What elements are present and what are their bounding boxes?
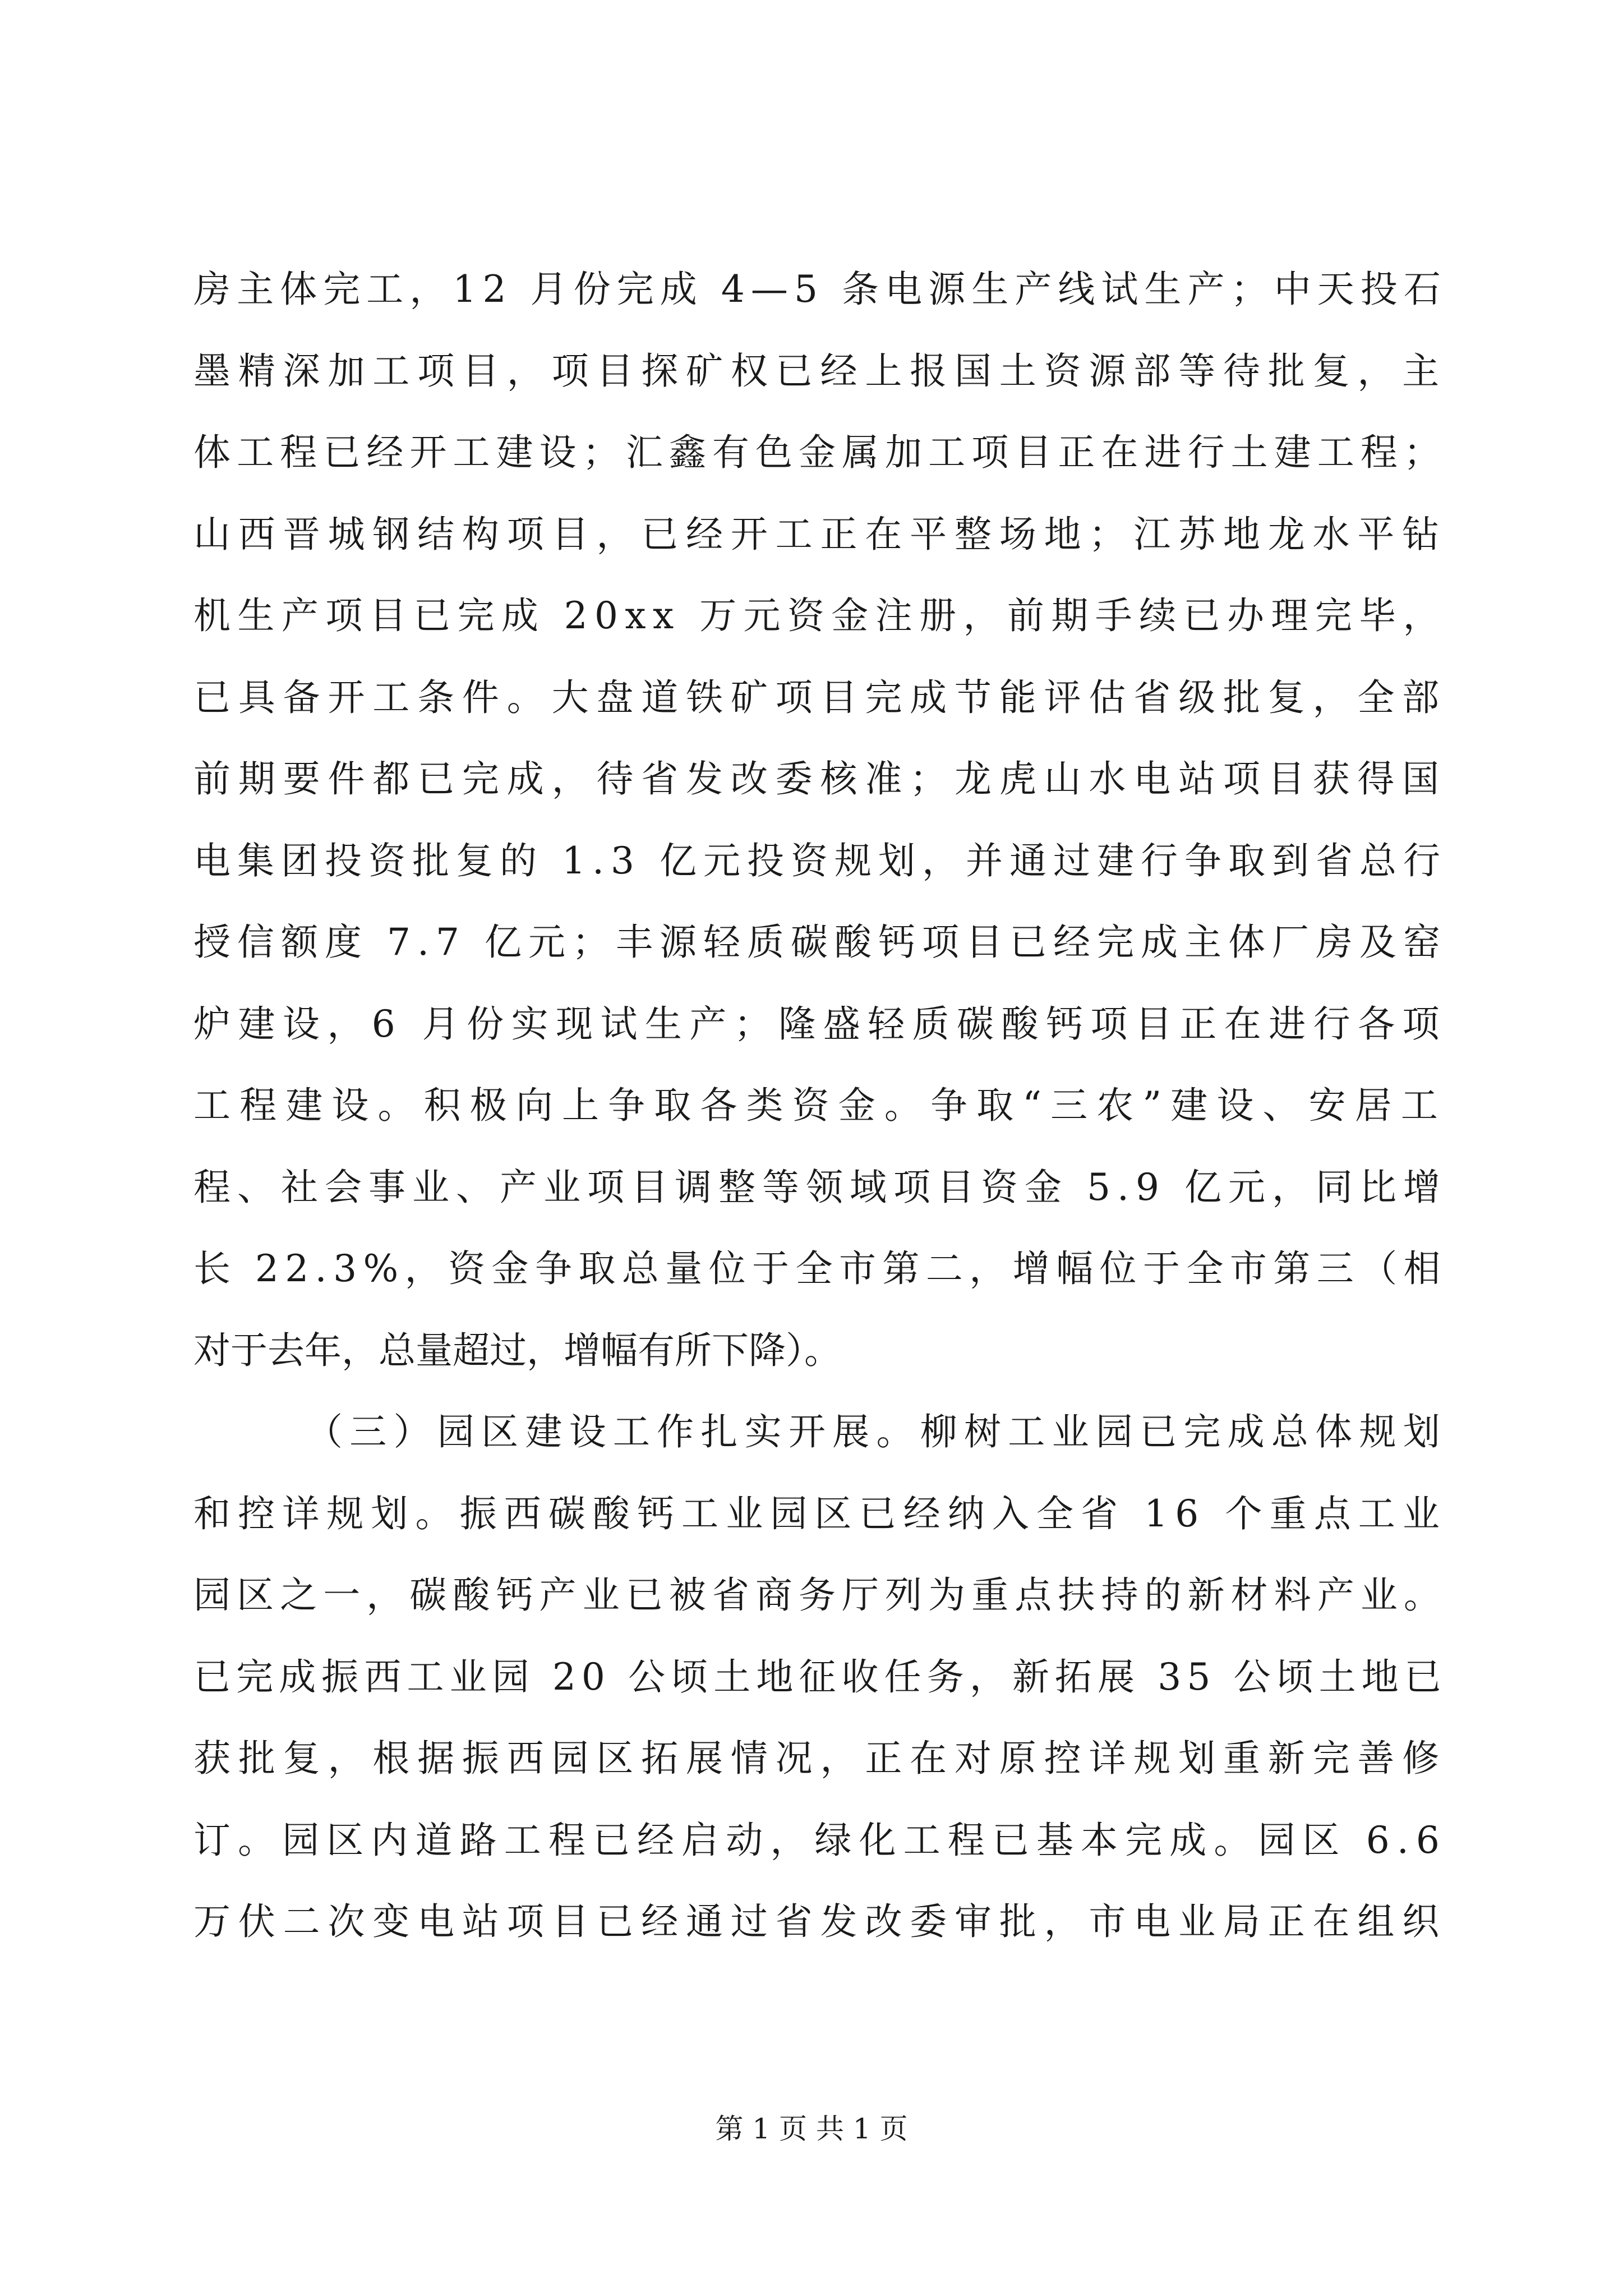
text-line-content: 万伏二次变电站项目已经通过省发改委审批，市电业局正在组织 xyxy=(193,1900,1447,1943)
text-line-content: 和控详规划。振西碳酸钙工业园区已经纳入全省 16 个重点工业 xyxy=(193,1492,1447,1535)
text-line-content: 园区之一，碳酸钙产业已被省商务厅列为重点扶持的新材料产业。 xyxy=(193,1573,1447,1617)
text-line-content: 电集团投资批复的 1.3 亿元投资规划，并通过建行争取到省总行 xyxy=(193,839,1447,882)
text-line-content: 获批复，根据振西园区拓展情况，正在对原控详规划重新完善修 xyxy=(193,1737,1447,1780)
text-line-content: 订。园区内道路工程已经启动，绿化工程已基本完成。园区 6.6 xyxy=(193,1819,1447,1862)
text-line-content: 已完成振西工业园 20 公顷土地征收任务，新拓展 35 公顷土地已 xyxy=(193,1655,1447,1699)
text-line-content: （三）园区建设工作扎实开展。柳树工业园已完成总体规划 xyxy=(306,1410,1447,1453)
text-line-content: 已具备开工条件。大盘道铁矿项目完成节能评估省级批复，全部 xyxy=(193,676,1447,719)
text-line-content: 程、社会事业、产业项目调整等领域项目资金 5.9 亿元，同比增 xyxy=(193,1166,1447,1209)
page-footer: 第 1 页 共 1 页 xyxy=(715,2113,908,2145)
text-line-content: 体工程已经开工建设；汇鑫有色金属加工项目正在进行土建工程； xyxy=(193,431,1447,474)
text-line-content: 工程建设。积极向上争取各类资金。争取“三农”建设、安居工 xyxy=(193,1084,1447,1127)
text-line-content: 山西晋城钢结构项目，已经开工正在平整场地；江苏地龙水平钻 xyxy=(193,513,1447,556)
text-line-content: 前期要件都已完成，待省发改委核准；龙虎山水电站项目获得国 xyxy=(193,757,1447,800)
text-line-content: 机生产项目已完成 20xx 万元资金注册，前期手续已办理完毕， xyxy=(193,594,1447,637)
text-line-content: 墨精深加工项目，项目探矿权已经上报国土资源部等待批复，主 xyxy=(193,349,1447,393)
text-line-content: 授信额度 7.7 亿元；丰源轻质碳酸钙项目已经完成主体厂房及窑 xyxy=(193,921,1447,964)
text-line-content: 炉建设，6 月份实现试生产；隆盛轻质碳酸钙项目正在进行各项 xyxy=(193,1002,1447,1046)
text-line-content: 对于去年，总量超过，增幅有所下降）。 xyxy=(193,1329,841,1372)
text-line-content: 长 22.3%，资金争取总量位于全市第二，增幅位于全市第三（相 xyxy=(193,1247,1447,1290)
text-line-content: 房主体完工，12 月份完成 4—5 条电源生产线试生产；中天投石 xyxy=(193,268,1447,311)
